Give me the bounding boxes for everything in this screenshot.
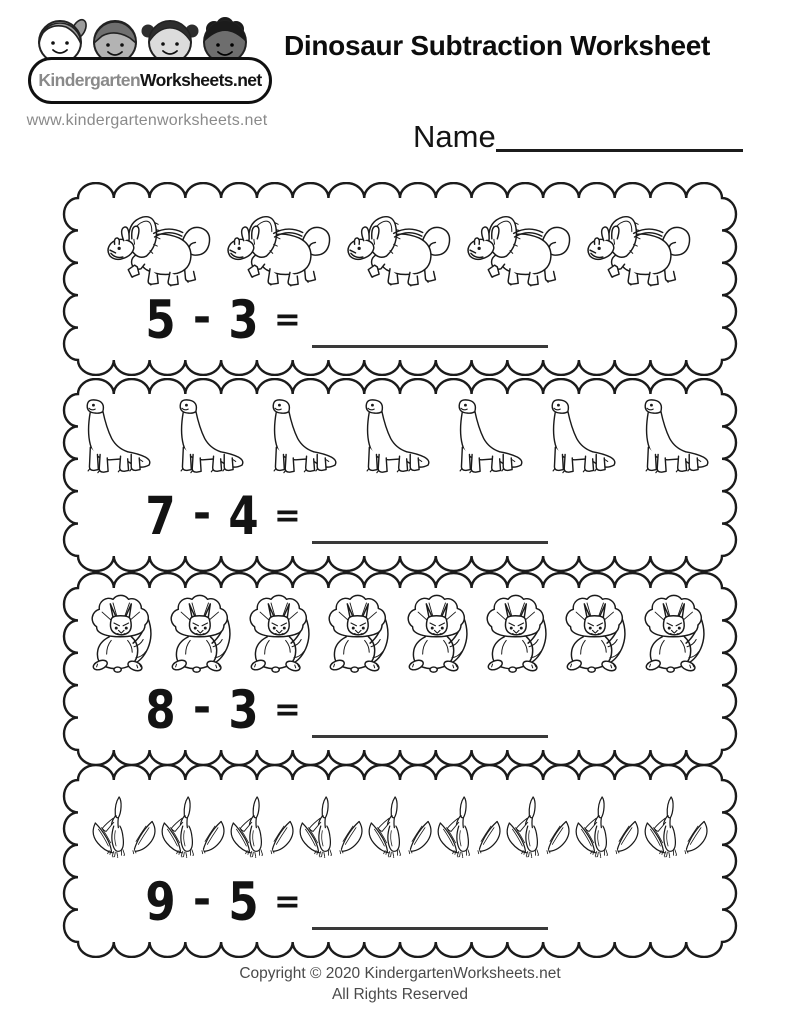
pteranodon-icon [90, 790, 159, 866]
minuend: 9 [145, 872, 176, 933]
pteranodon-icon [573, 790, 642, 866]
brachiosaurus-icon [543, 394, 629, 474]
brachiosaurus-icon [636, 394, 722, 474]
minuend: 8 [145, 680, 176, 741]
baby-triceratops-icon [165, 592, 241, 676]
baby-triceratops-icon [481, 592, 557, 676]
brachiosaurus-icon [78, 394, 164, 474]
website-url: www.kindergartenworksheets.net [26, 112, 268, 129]
minus-sign: - [192, 292, 212, 343]
minus-sign: - [192, 682, 212, 733]
brachiosaurus-icon [450, 394, 536, 474]
equation-2 [142, 486, 301, 547]
subtrahend: 3 [228, 290, 259, 351]
subtrahend: 5 [228, 872, 259, 933]
minus-sign: - [192, 488, 212, 539]
pteranodon-icon [159, 790, 228, 866]
minuend: 7 [145, 486, 176, 547]
brachiosaurus-icon [264, 394, 350, 474]
pteranodon-icon [504, 790, 573, 866]
answer-blank-3[interactable] [312, 735, 548, 738]
equation-1 [142, 290, 301, 351]
dinosaur-row-baby-triceratops [82, 592, 718, 676]
answer-blank-2[interactable] [312, 541, 548, 544]
brand-second: Worksheets.net [140, 70, 262, 90]
dinosaur-row-triceratops [82, 206, 718, 288]
triceratops-icon [221, 206, 339, 288]
name-input-line[interactable] [496, 115, 743, 152]
equals-sign: = [274, 690, 301, 728]
triceratops-icon [101, 206, 219, 288]
equation-4 [142, 872, 301, 933]
minus-sign: - [192, 874, 212, 925]
baby-triceratops-icon [244, 592, 320, 676]
baby-triceratops-icon [639, 592, 715, 676]
problem-section-3 [62, 572, 738, 766]
pteranodon-icon [642, 790, 711, 866]
problem-section-4 [62, 764, 738, 958]
equation-3 [142, 680, 301, 741]
subtrahend: 4 [228, 486, 259, 547]
minuend: 5 [145, 290, 176, 351]
pteranodon-icon [366, 790, 435, 866]
pteranodon-icon [297, 790, 366, 866]
triceratops-icon [581, 206, 699, 288]
equals-sign: = [274, 882, 301, 920]
equals-sign: = [274, 496, 301, 534]
copyright-line: Copyright © 2020 KindergartenWorksheets.net [239, 965, 561, 982]
logo-banner [28, 57, 272, 104]
baby-triceratops-icon [323, 592, 399, 676]
subtrahend: 3 [228, 680, 259, 741]
name-label: Name [413, 119, 496, 154]
problem-section-1 [62, 182, 738, 376]
dinosaur-row-brachiosaurus [82, 394, 718, 474]
triceratops-icon [461, 206, 579, 288]
rights-line: All Rights Reserved [331, 986, 469, 1003]
pteranodon-icon [228, 790, 297, 866]
brand-first: Kindergarten [38, 70, 141, 90]
baby-triceratops-icon [402, 592, 478, 676]
answer-blank-1[interactable] [312, 345, 548, 348]
baby-triceratops-icon [560, 592, 636, 676]
brachiosaurus-icon [357, 394, 443, 474]
equals-sign: = [274, 300, 301, 338]
page-title: Dinosaur Subtraction Worksheet [283, 30, 711, 61]
baby-triceratops-icon [86, 592, 162, 676]
name-row [413, 112, 743, 152]
dinosaur-row-pteranodon [82, 790, 718, 866]
brand-text [38, 70, 261, 91]
pteranodon-icon [435, 790, 504, 866]
answer-blank-4[interactable] [312, 927, 548, 930]
brachiosaurus-icon [171, 394, 257, 474]
problem-section-2 [62, 378, 738, 572]
triceratops-icon [341, 206, 459, 288]
